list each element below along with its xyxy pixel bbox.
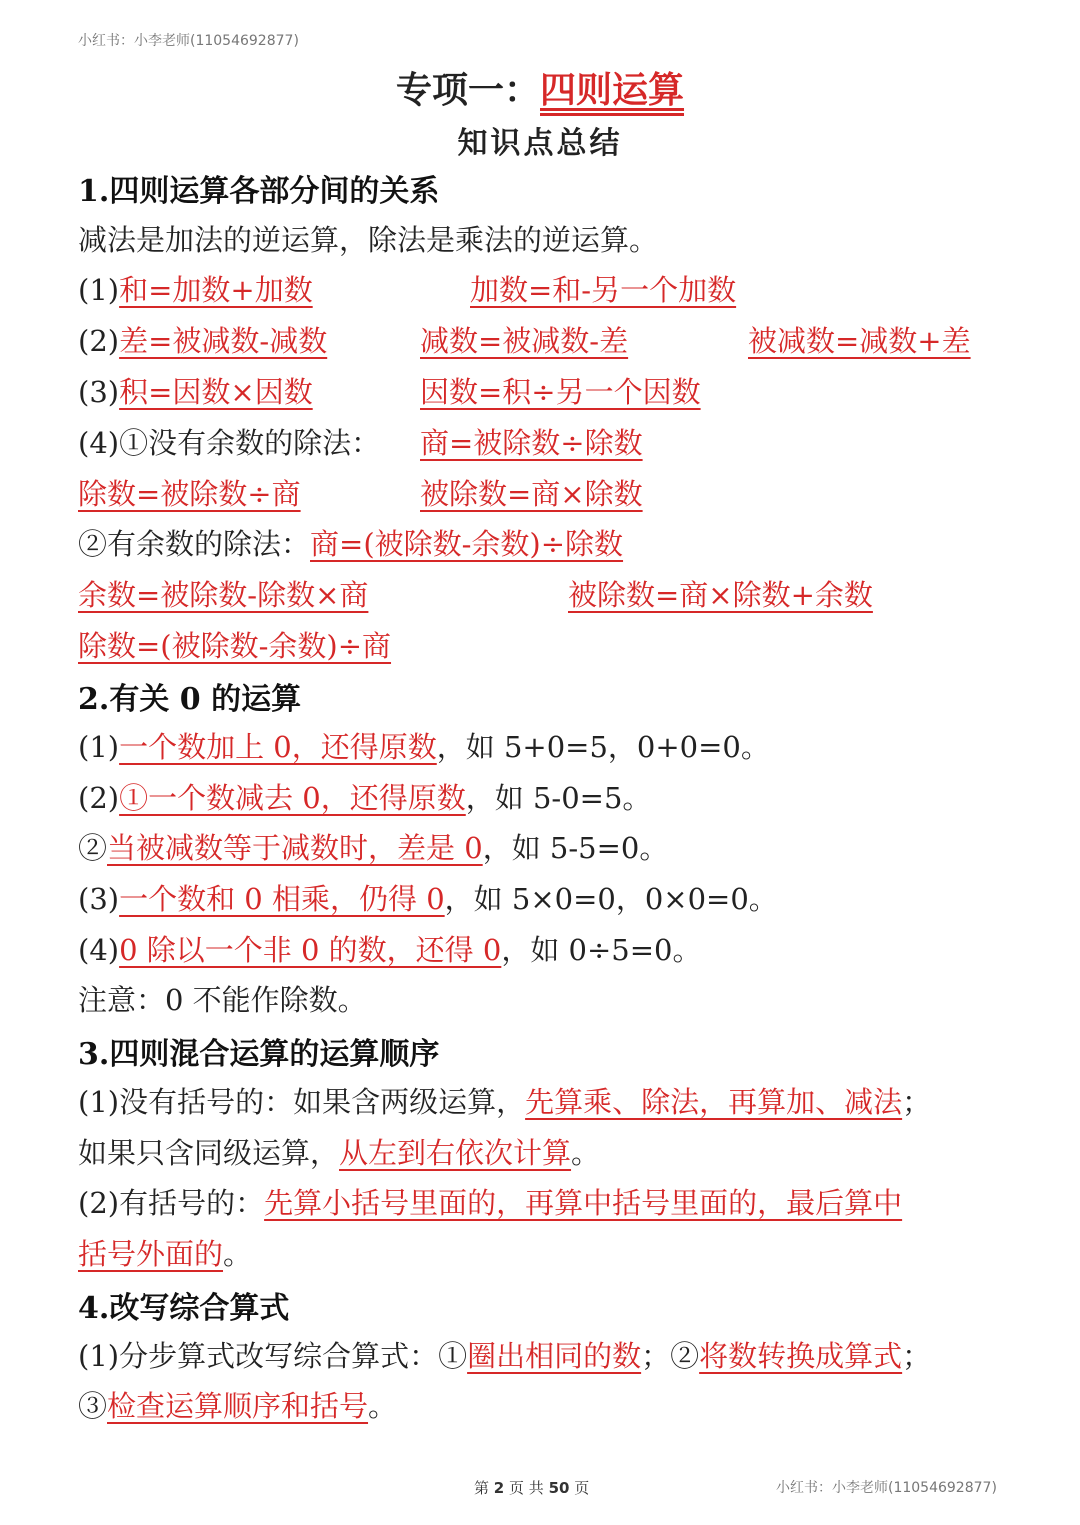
watermark-bottom: 小红书：小李老师(11054692877) <box>776 1480 997 1496</box>
s1-line-2b <box>420 319 628 360</box>
rule: 一个数和 0 相乘，仍得 0 <box>119 882 445 916</box>
text: (1)分步算式改写综合算式：① <box>78 1339 468 1373</box>
section-1-heading: 1.四则运算各部分间的关系 <box>78 174 440 209</box>
text: (2)有括号的： <box>78 1186 265 1220</box>
text: ③ <box>78 1389 108 1423</box>
item-number: (1) <box>78 273 120 307</box>
punct: 。 <box>368 1389 398 1423</box>
s1-intro: 减法是加法的逆运算，除法是乘法的逆运算。 <box>78 223 659 257</box>
punct: 。 <box>571 1136 601 1170</box>
s1-line-4b <box>420 421 643 462</box>
s3-line-3 <box>78 1181 902 1222</box>
rule: 先算乘、除法，再算加、减法 <box>525 1085 903 1119</box>
section-4-heading: 4.改写综合算式 <box>78 1291 290 1326</box>
s1-line-1b <box>470 268 736 309</box>
s2-line-3 <box>78 826 668 867</box>
s3-line-1 <box>78 1080 931 1121</box>
page-subtitle: 知识点总结 <box>457 126 623 161</box>
formula: 积=因数×因数 <box>119 375 313 409</box>
s3-line-4 <box>78 1232 252 1273</box>
current-page: 2 <box>493 1479 505 1497</box>
formula: 商=被除数÷除数 <box>420 426 643 460</box>
s1-line-1 <box>78 268 313 309</box>
example: ，如 0÷5=0。 <box>501 933 702 967</box>
s1-line-3 <box>78 370 313 411</box>
s1-line-7b <box>568 573 873 614</box>
punct: ； <box>902 1339 932 1373</box>
item-number: (4)①没有余数的除法： <box>78 426 381 460</box>
s2-line-4 <box>78 877 778 918</box>
s1-line-8 <box>78 624 391 665</box>
s1-line-5b <box>420 472 643 513</box>
rule: 一个数加上 0，还得原数 <box>119 730 437 764</box>
rule: ①一个数减去 0，还得原数 <box>119 781 466 815</box>
rule: 从左到右依次计算 <box>339 1136 572 1170</box>
rule: 将数转换成算式 <box>699 1339 903 1373</box>
formula: 商=(被除数-余数)÷除数 <box>310 527 624 561</box>
footer-prefix: 第 <box>474 1479 490 1497</box>
section-3-heading: 3.四则混合运算的运算顺序 <box>78 1037 440 1072</box>
s1-line-7 <box>78 573 368 614</box>
rule: 检查运算顺序和括号 <box>107 1389 369 1423</box>
example: ，如 5-0=5。 <box>465 781 652 815</box>
s1-line-5 <box>78 472 301 513</box>
page-title <box>0 62 1080 113</box>
text: 如果只含同级运算， <box>78 1136 340 1170</box>
rule: 先算小括号里面的，再算中括号里面的，最后算中 <box>264 1186 903 1220</box>
s1-line-2c <box>748 319 971 360</box>
formula: 余数=被除数-除数×商 <box>78 578 369 612</box>
formula: 被除数=商×除数 <box>420 477 643 511</box>
item-number: (3) <box>78 882 120 916</box>
formula: 被减数=减数+差 <box>748 324 971 358</box>
example: ，如 5-5=0。 <box>482 831 669 865</box>
total-pages: 50 <box>548 1479 570 1497</box>
item-number: (4) <box>78 933 120 967</box>
title-prefix: 专项一： <box>395 69 540 111</box>
footer-mid: 页 共 <box>509 1479 544 1497</box>
s1-line-3b <box>420 370 701 411</box>
formula: 加数=和-另一个加数 <box>470 273 737 307</box>
s2-line-5 <box>78 928 702 969</box>
item-number: ②有余数的除法： <box>78 527 311 561</box>
punct: ； <box>902 1085 932 1119</box>
title-topic: 四则运算 <box>540 69 685 111</box>
formula: 减数=被减数-差 <box>420 324 629 358</box>
section-2-heading: 2.有关 0 的运算 <box>78 682 302 717</box>
formula: 除数=(被除数-余数)÷商 <box>78 629 392 663</box>
item-number: ② <box>78 831 108 865</box>
text: (1)没有括号的：如果含两级运算， <box>78 1085 526 1119</box>
s4-line-1 <box>78 1334 931 1375</box>
formula: 和=加数+加数 <box>119 273 313 307</box>
formula: 差=被减数-减数 <box>119 324 328 358</box>
item-number: (3) <box>78 375 120 409</box>
punct: 。 <box>223 1237 253 1271</box>
page-number <box>474 1477 589 1498</box>
formula: 除数=被除数÷商 <box>78 477 301 511</box>
item-number: (2) <box>78 324 120 358</box>
formula: 因数=积÷另一个因数 <box>420 375 701 409</box>
s1-line-2 <box>78 319 327 360</box>
item-number: (2) <box>78 781 120 815</box>
formula: 被除数=商×除数+余数 <box>568 578 873 612</box>
footer-suffix: 页 <box>574 1479 590 1497</box>
example: ，如 5+0=5，0+0=0。 <box>436 730 770 764</box>
rule: 括号外面的 <box>78 1237 224 1271</box>
item-number: (1) <box>78 730 120 764</box>
rule: 0 除以一个非 0 的数，还得 0 <box>119 933 502 967</box>
text: ；② <box>641 1339 700 1373</box>
rule: 当被减数等于减数时，差是 0 <box>107 831 483 865</box>
example: ，如 5×0=0，0×0=0。 <box>444 882 778 916</box>
watermark-top: 小红书：小李老师(11054692877) <box>78 33 299 49</box>
s3-line-2 <box>78 1131 600 1172</box>
s1-line-6 <box>78 522 623 563</box>
s1-line-4 <box>78 421 380 462</box>
s2-note: 注意：0 不能作除数。 <box>78 983 367 1017</box>
s2-line-1 <box>78 725 770 766</box>
s4-line-2 <box>78 1384 397 1425</box>
s2-line-2 <box>78 776 651 817</box>
rule: 圈出相同的数 <box>467 1339 642 1373</box>
